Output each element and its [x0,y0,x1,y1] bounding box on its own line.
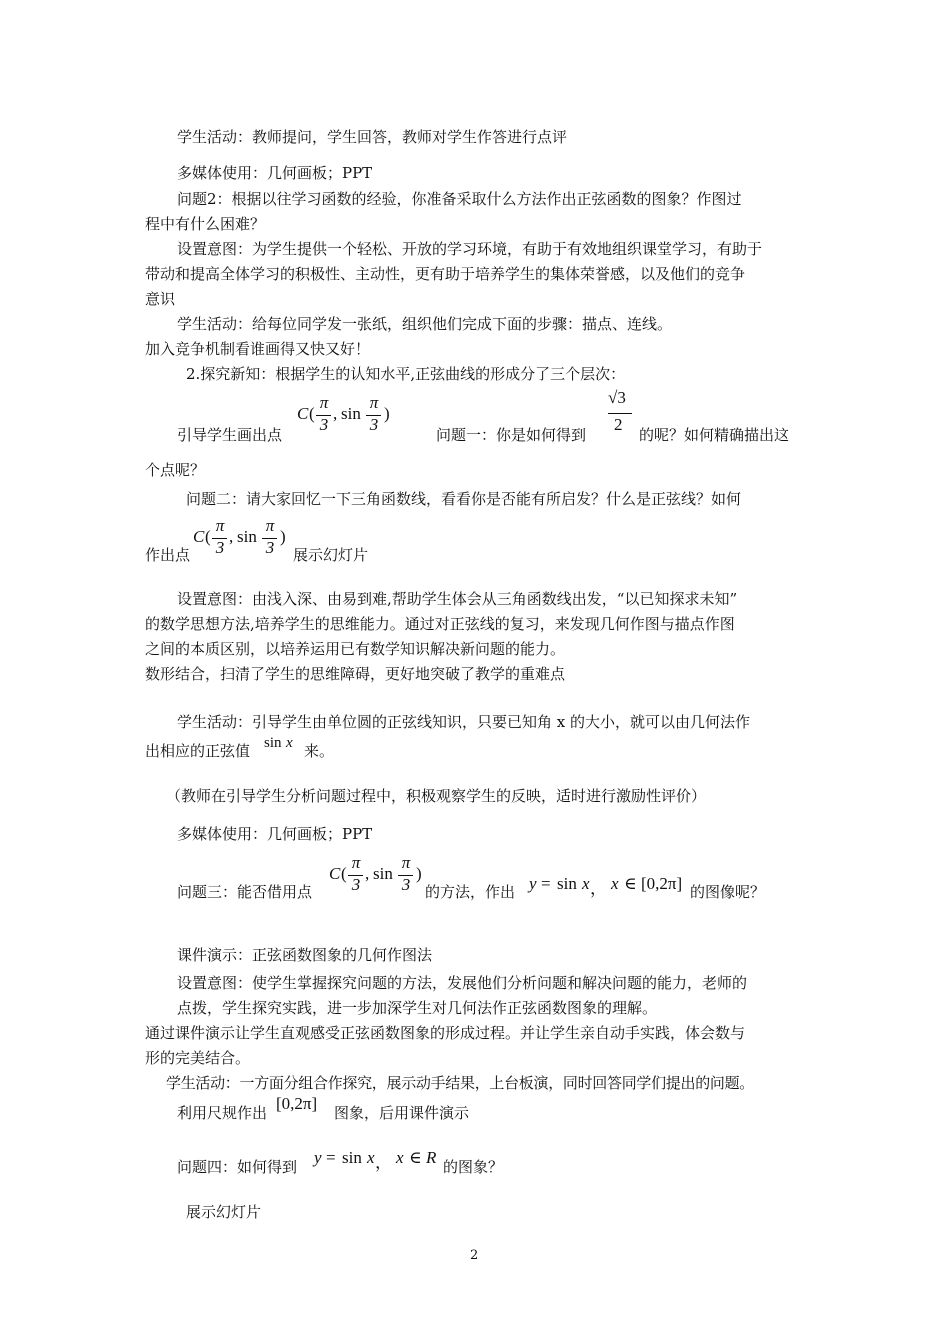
math-symbol: C [297,404,309,423]
math-symbol: 3 [215,538,225,557]
text-line: 设置意图：使学生掌握探究问题的方法，发展他们分析问题和解决问题的能力，老师的 [177,974,748,992]
fraction-bar [608,413,632,414]
text-line: 的呢？如何精确描出这 [639,426,790,444]
page-number: 2 [470,1248,479,1263]
math-symbol: 3 [401,875,411,894]
text-line: 学生活动：一方面分组合作探究，展示动手结果，上台板演，同时回答同学们提出的问题。 [166,1074,755,1092]
math-symbol: x [367,1148,375,1167]
math-symbol: 3 [369,415,379,434]
math-symbol: sin [557,874,577,893]
math-symbol: ( [205,527,211,546]
text-line: 作出点 [145,546,191,564]
math-symbol: ( [341,864,347,883]
text-line: 学生活动：教师提问，学生回答，教师对学生作答进行点评 [177,128,568,146]
math-symbol: C [329,864,341,883]
text-line: 加入竞争机制看谁画得又快又好！ [145,340,371,358]
math-symbol: π [351,853,361,872]
math-symbol: π [265,516,275,535]
math-symbol: [0,2π] [276,1094,318,1113]
text-line: 程中有什么困难？ [145,215,266,233]
math-symbol: sin [342,1148,362,1167]
math-symbol: C [193,527,205,546]
math-symbol: 3 [319,415,329,434]
math-symbol: sin [373,864,393,883]
text-line: 问题一：你是如何得到 [436,426,587,444]
math-symbol: y [314,1148,322,1167]
text-line: 出相应的正弦值 [145,742,251,760]
math-symbol: 3 [351,875,361,894]
math-symbol: ) [384,404,390,423]
text-line: 问题三：能否借用点 [177,883,313,901]
math-symbol: , [229,527,234,546]
text-line: 设置意图：由浅入深、由易到难,帮助学生体会从三角函数线出发，“以已知探求未知” [177,590,738,608]
text-line: 之间的本质区别，以培养运用已有数学知识解决新问题的能力。 [145,640,566,658]
text-line: 展示幻灯片 [293,546,369,564]
math-symbol: π [319,393,329,412]
text-line: 问题二：请大家回忆一下三角函数线，看看你是否能有所启发？什么是正弦线？如何 [186,490,742,508]
math-symbol: x [396,1148,404,1167]
text-line: 学生活动：引导学生由单位圆的正弦线知识，只要已知角 x 的大小，就可以由几何法作 [177,713,750,731]
math-symbol: , [333,404,338,423]
text-line: 设置意图：为学生提供一个轻松、开放的学习环境，有助于有效地组织课堂学习，有助于 [177,240,763,258]
math-symbol: ∈ [409,1148,422,1167]
text-line: 课件演示：正弦函数图象的几何作图法 [177,946,433,964]
math-symbol: √3 [608,388,626,407]
math-symbol: ， [375,1153,392,1172]
text-line: 引导学生画出点 [177,426,283,444]
math-symbol: π [369,393,379,412]
math-symbol: x [611,874,619,893]
text-line: 展示幻灯片 [186,1203,262,1221]
math-symbol: , [365,864,370,883]
text-line: 利用尺规作出 [177,1104,268,1122]
text-line: 的图象？ [443,1158,504,1176]
math-symbol: π [401,853,411,872]
math-symbol: x [286,735,293,751]
text-line: 多媒体使用：几何画板；PPT [177,825,373,843]
text-line: 的方法，作出 [425,883,516,901]
text-line: 个点呢？ [145,461,206,479]
point-c-formula [329,853,429,903]
text-line: 2.探究新知：根据学生的认知水平,正弦曲线的形成分了三个层次： [186,365,626,383]
text-line: 图象，后用课件演示 [334,1104,470,1122]
text-line: 的数学思想方法,培养学生的思维能力。通过对正弦线的复习，来发现几何作图与描点作图 [145,615,735,633]
math-symbol: x [582,874,590,893]
math-symbol: ) [416,864,422,883]
text-line: 学生活动：给每位同学发一张纸，组织他们完成下面的步骤：描点、连线。 [177,315,673,333]
text-line: 意识 [145,290,176,308]
math-symbol: ， [590,879,607,898]
text-line: 数形结合，扫清了学生的思维障碍，更好地突破了教学的重难点 [145,665,566,683]
sin-x-formula [264,735,304,757]
sine-function-formula [529,874,694,898]
math-symbol: 3 [265,538,275,557]
text-line: 多媒体使用：几何画板；PPT [177,164,373,182]
math-symbol: ( [309,404,315,423]
math-symbol: y [529,874,537,893]
text-line: 带动和提高全体学习的积极性、主动性，更有助于培养学生的集体荣誉感，以及他们的竞争 [145,265,746,283]
math-symbol: ) [280,527,286,546]
sine-function-real-formula [314,1148,442,1172]
math-symbol: sin [341,404,361,423]
math-symbol: π [215,516,225,535]
math-symbol: [0,2π] [641,874,683,893]
math-symbol: = [326,1148,336,1167]
math-symbol: 2 [614,415,623,434]
math-symbol: R [426,1148,437,1167]
text-line: 形的完美结合。 [145,1049,251,1067]
text-line: 问题四：如何得到 [177,1158,298,1176]
text-line: 的图像呢？ [690,883,766,901]
text-line: 通过课件演示让学生直观感受正弦函数图象的形成过程。并让学生亲自动手实践，体会数与 [145,1024,746,1042]
text-line: 问题2：根据以往学习函数的经验，你准备采取什么方法作出正弦函数的图象？作图过 [177,190,742,208]
math-symbol: ∈ [624,874,637,893]
text-line: 来。 [304,742,335,760]
math-symbol: sin [237,527,257,546]
point-c-formula [193,516,293,566]
sqrt3-over-2-formula [606,388,636,444]
text-line: （教师在引导学生分析问题过程中，积极观察学生的反映，适时进行激励性评价） [166,787,707,805]
interval-formula [276,1094,332,1118]
text-line: 点拨，学生探究实践，进一步加深学生对几何法作正弦函数图象的理解。 [177,999,658,1017]
math-symbol: = [541,874,551,893]
math-symbol: sin [264,735,282,751]
point-c-formula [297,393,397,443]
